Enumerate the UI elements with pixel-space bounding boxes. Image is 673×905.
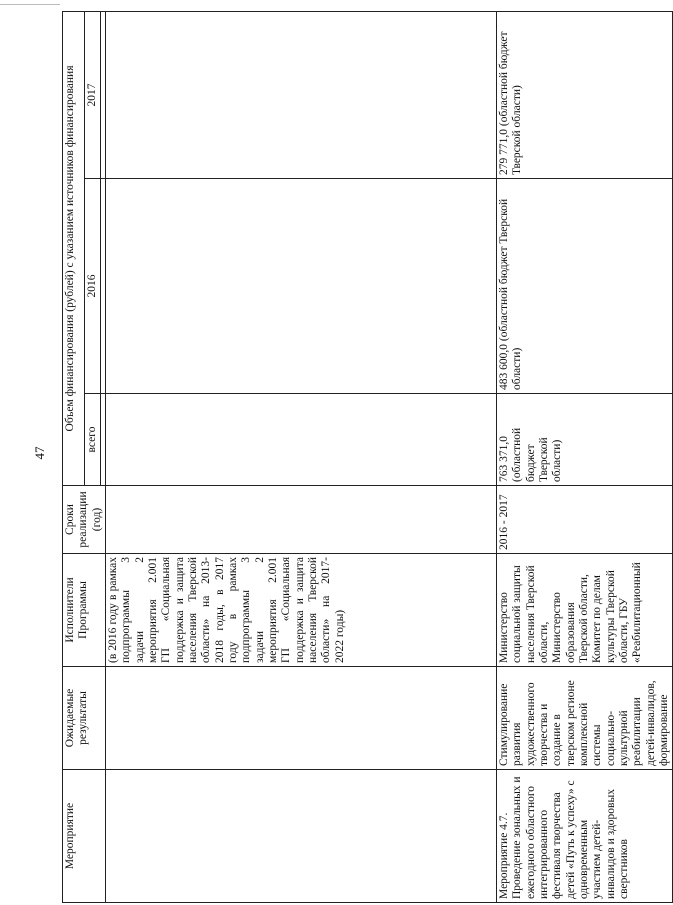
page-number: 47 [32, 446, 47, 460]
cell-2017 [105, 11, 496, 178]
header-funding: Объем финансирования (рублей) с указанием источников финансирования [63, 11, 85, 485]
cell-terms [105, 486, 496, 554]
cell-event: Мероприятие 4.7. Проведение зональных и ежегодного областного интегрированного фестиваля творчества детей «Путь к успеху» с одновременным участием детей-инвалидов и здоровых сверстников [496, 770, 672, 903]
header-event: Мероприятие [63, 770, 106, 903]
header-terms: Сроки реализации (год) [63, 486, 106, 554]
cell-results [105, 667, 496, 770]
cell-2016: 483 600,0 (областной бюджет Тверской области) [496, 179, 672, 394]
header-2017: 2017 [84, 11, 100, 178]
table-row [496, 11, 672, 902]
cell-executors: (в 2016 году в рамках подпрограммы 3 задачи 2 мероприятия 2.001 ГП «Социальная поддержка и защита населения Тверской области» на 2013-2018 годы, в 2017 году в рамках подпрограммы 3 задачи 2 мероприятия 2.001 ГП «Социальная поддержка и защита населения Тверской области» на 2017-2022 годы) [105, 554, 496, 667]
cell-event [105, 770, 496, 903]
cell-executors: Министерство социальной защиты населения Тверской области, Министерство образования Тверской области, Комитет по делам культуры Тверской области, ГБУ «Реабилитационный [496, 554, 672, 667]
rotated-table-sheet [62, 12, 670, 903]
top-edge-mark [0, 4, 60, 5]
header-2016: 2016 [84, 179, 100, 394]
header-row-1 [63, 11, 85, 902]
header-results: Ожидаемые результаты [63, 667, 106, 770]
header-total: всего [84, 394, 100, 486]
cell-total: 763 371,0 (областной бюджет Тверской области) [496, 394, 672, 486]
cell-results: Стимулирование развития художественного творчества и создание в тверском регионе комплексной системы социально-культурной реабилитации детей-инвалидов, формирование [496, 667, 672, 770]
cell-2017: 279 771,0 (областной бюджет Тверской области) [496, 11, 672, 178]
cell-2016 [105, 179, 496, 394]
header-executors: Исполнители Программы [63, 554, 106, 667]
cell-terms: 2016 - 2017 [496, 486, 672, 554]
table-row [105, 11, 496, 902]
cell-total [105, 394, 496, 486]
financing-table [62, 11, 673, 903]
